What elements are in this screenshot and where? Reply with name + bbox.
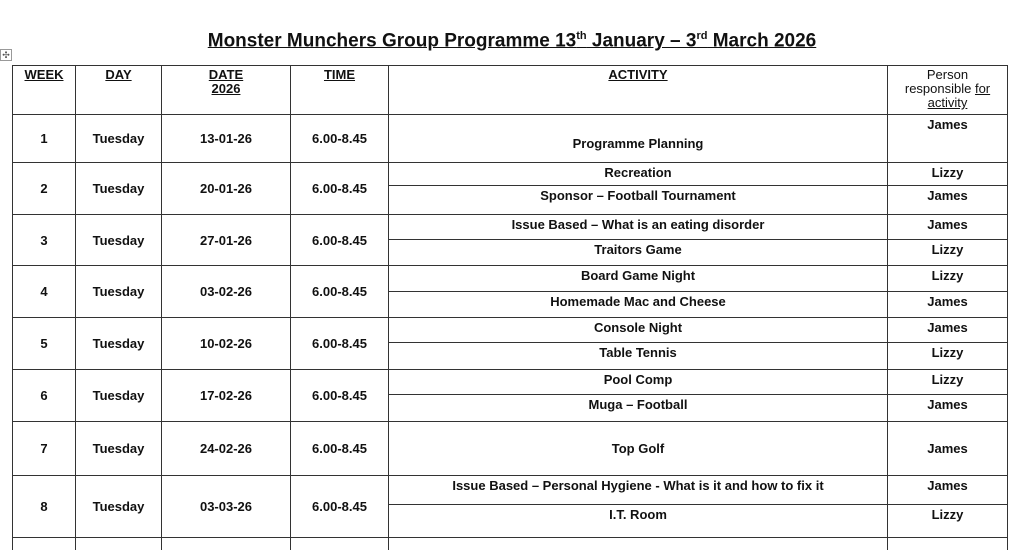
cell-week: 4	[13, 266, 76, 318]
cell-person: James	[888, 215, 1008, 240]
cell-activity: Programme Planning	[389, 115, 888, 163]
cell-date: 20-01-26	[162, 163, 291, 215]
cell-week: 3	[13, 215, 76, 266]
cell-week: 2	[13, 163, 76, 215]
cell-week: 7	[13, 422, 76, 476]
cell-time: 6.00-8.45	[291, 115, 389, 163]
cell-date: 27-01-26	[162, 215, 291, 266]
header-activity: ACTIVITY	[389, 66, 888, 115]
cell-activity: Console Night	[389, 318, 888, 343]
cell-person: James	[888, 395, 1008, 422]
header-date	[162, 66, 291, 115]
cell-activity: Top Golf	[389, 422, 888, 476]
cell-day: Tuesday	[76, 115, 162, 163]
title-sup: rd	[696, 30, 708, 42]
cell-person: Lizzy	[888, 370, 1008, 395]
cell-person: James	[888, 292, 1008, 318]
cell-time: 6.00-8.45	[291, 476, 389, 538]
table-row	[13, 266, 1008, 292]
page-title	[0, 30, 1024, 52]
empty-cell	[389, 538, 888, 550]
header-person	[888, 66, 1008, 115]
cell-person: James	[888, 115, 1008, 163]
cell-person: Lizzy	[888, 343, 1008, 370]
empty-row	[13, 538, 1008, 550]
cell-person: Lizzy	[888, 266, 1008, 292]
header-row	[13, 66, 1008, 115]
cell-day: Tuesday	[76, 163, 162, 215]
cell-activity: I.T. Room	[389, 505, 888, 538]
cell-activity: Homemade Mac and Cheese	[389, 292, 888, 318]
empty-cell	[162, 538, 291, 550]
title-sup: th	[576, 30, 587, 42]
empty-cell	[13, 538, 76, 550]
cell-activity: Board Game Night	[389, 266, 888, 292]
cell-week: 6	[13, 370, 76, 422]
table-move-handle-icon[interactable]: ✣	[0, 49, 12, 61]
cell-activity: Issue Based – What is an eating disorder	[389, 215, 888, 240]
header-person-line: activity	[927, 95, 968, 110]
cell-day: Tuesday	[76, 422, 162, 476]
cell-week: 1	[13, 115, 76, 163]
cell-time: 6.00-8.45	[291, 318, 389, 370]
cell-time: 6.00-8.45	[291, 266, 389, 318]
cell-person: James	[888, 186, 1008, 215]
cell-activity: Traitors Game	[389, 240, 888, 266]
cell-date: 17-02-26	[162, 370, 291, 422]
header-day: DAY	[76, 66, 162, 115]
title-text: January – 3	[586, 30, 697, 52]
header-date-line: 2026	[211, 81, 241, 96]
cell-person: James	[888, 476, 1008, 505]
cell-time: 6.00-8.45	[291, 215, 389, 266]
cell-day: Tuesday	[76, 476, 162, 538]
cell-week: 8	[13, 476, 76, 538]
cell-day: Tuesday	[76, 370, 162, 422]
empty-cell	[888, 538, 1008, 550]
cell-person: Lizzy	[888, 240, 1008, 266]
cell-date: 03-02-26	[162, 266, 291, 318]
header-person-line: responsible	[904, 81, 975, 96]
table-row	[13, 318, 1008, 343]
programme-table	[12, 65, 1008, 550]
empty-cell	[76, 538, 162, 550]
title-text: Monster Munchers Group Programme 13	[207, 30, 577, 52]
cell-day: Tuesday	[76, 266, 162, 318]
header-time: TIME	[291, 66, 389, 115]
cell-day: Tuesday	[76, 215, 162, 266]
cell-week: 5	[13, 318, 76, 370]
header-date-line: DATE	[208, 67, 244, 82]
cell-person: Lizzy	[888, 163, 1008, 186]
header-person-line: Person	[926, 67, 969, 82]
cell-person: Lizzy	[888, 505, 1008, 538]
header-person-line: for	[974, 81, 991, 96]
cell-date: 24-02-26	[162, 422, 291, 476]
table-row	[13, 163, 1008, 186]
title-text: March 2026	[707, 30, 817, 52]
cell-day: Tuesday	[76, 318, 162, 370]
cell-activity: Recreation	[389, 163, 888, 186]
table-row	[13, 370, 1008, 395]
cell-person: James	[888, 318, 1008, 343]
empty-cell	[291, 538, 389, 550]
table-row	[13, 215, 1008, 240]
cell-date: 13-01-26	[162, 115, 291, 163]
cell-time: 6.00-8.45	[291, 163, 389, 215]
cell-activity: Table Tennis	[389, 343, 888, 370]
cell-activity: Pool Comp	[389, 370, 888, 395]
header-week: WEEK	[13, 66, 76, 115]
cell-time: 6.00-8.45	[291, 370, 389, 422]
cell-person: James	[888, 422, 1008, 476]
cell-time: 6.00-8.45	[291, 422, 389, 476]
cell-activity: Issue Based – Personal Hygiene - What is it and how to fix it	[389, 476, 888, 505]
cell-activity: Muga – Football	[389, 395, 888, 422]
cell-date: 10-02-26	[162, 318, 291, 370]
cell-date: 03-03-26	[162, 476, 291, 538]
table-row	[13, 476, 1008, 505]
cell-activity: Sponsor – Football Tournament	[389, 186, 888, 215]
table-row	[13, 422, 1008, 476]
table-row	[13, 115, 1008, 163]
